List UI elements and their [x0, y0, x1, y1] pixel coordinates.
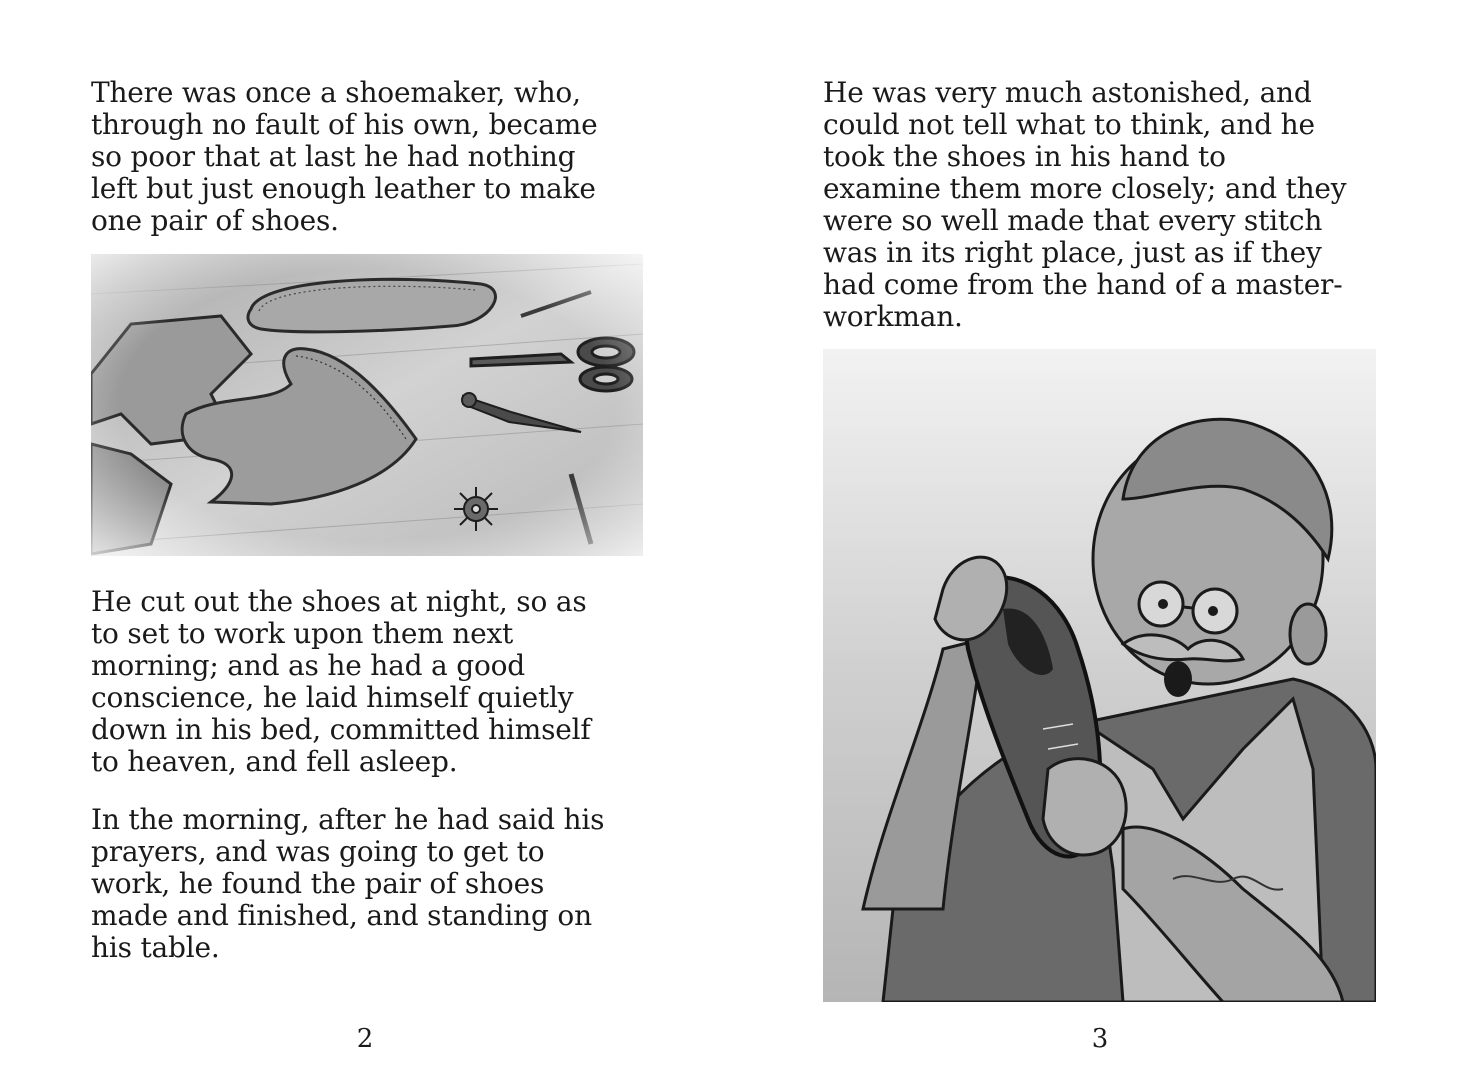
shoemaker-illustration [823, 349, 1376, 1002]
page-number-left: 2 [356, 1024, 374, 1054]
page-number-right: 3 [1091, 1024, 1109, 1054]
shoemaker-holding-shoe-drawing [823, 349, 1376, 1002]
left-paragraph-1: There was once a shoemaker, who, through no fault of his own, became so poor that at last he had nothing left but just enough leather to make one pair of shoes. [91, 76, 598, 237]
left-paragraph-3: In the morning, after he had said his prayers, and was going to get to work, he found the pair of shoes made and finished, and standing on his table. [91, 803, 605, 964]
right-page [733, 0, 1466, 1080]
leather-tools-drawing [91, 254, 643, 556]
right-paragraph-1: He was very much astonished, and could not tell what to think, and he took the shoes in his hand to examine them more closely; and they were so well made that every stitch was in its right place, just as if they had come from the hand of a master- workman. [823, 76, 1347, 333]
left-paragraph-2: He cut out the shoes at night, so as to set to work upon them next morning; and as he had a good conscience, he laid himself quietly down in his bed, committed himself to heaven, and fell asleep. [91, 585, 591, 778]
leather-pieces-illustration [91, 254, 643, 556]
